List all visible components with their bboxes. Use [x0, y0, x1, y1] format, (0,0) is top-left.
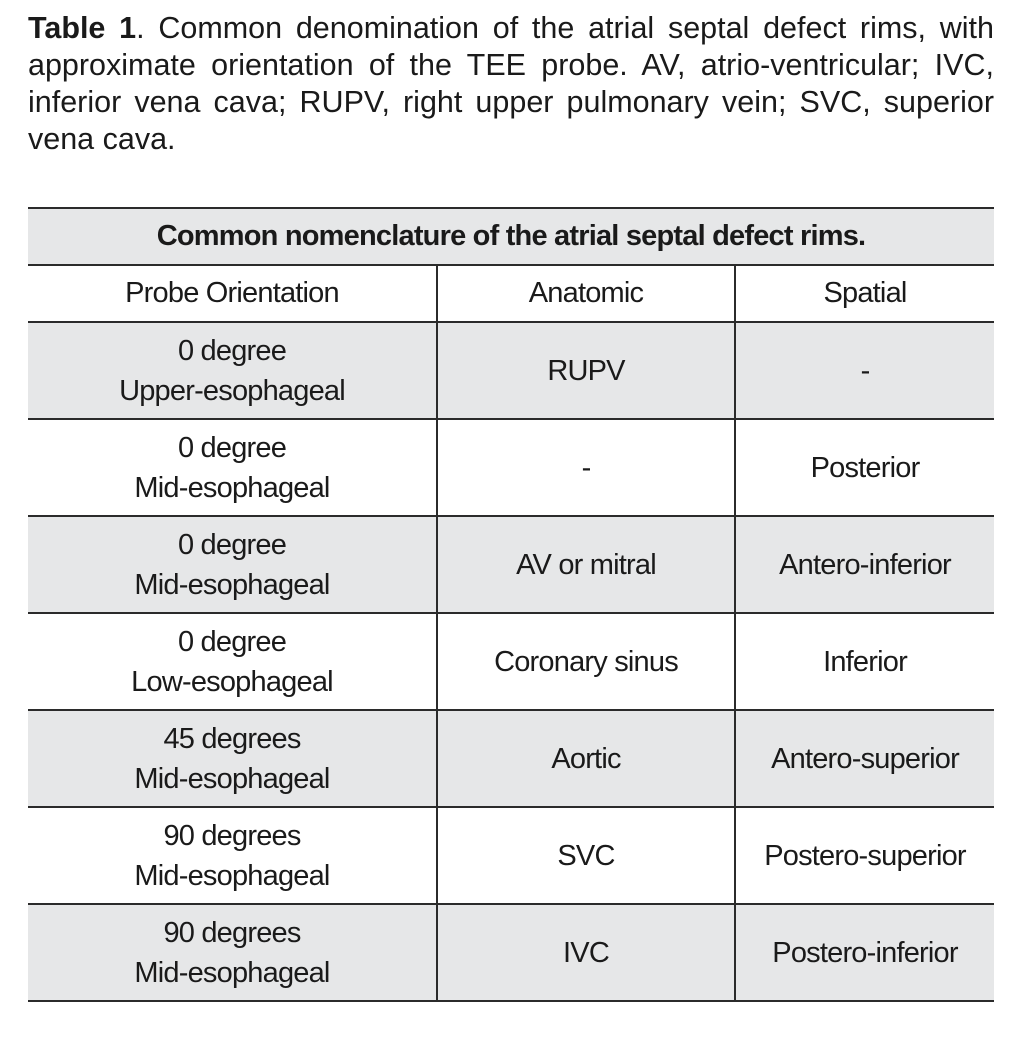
header-row — [28, 265, 994, 322]
table-caption — [28, 10, 994, 158]
orientation-level: Mid-esophageal — [134, 956, 330, 989]
table-title: Common nomenclature of the atrial septal defect rims. — [28, 208, 994, 265]
cell-anatomic: IVC — [437, 904, 735, 1001]
cell-orientation — [28, 322, 437, 419]
orientation-level: Low-esophageal — [131, 665, 333, 698]
cell-spatial: Antero-superior — [735, 710, 994, 807]
table-label: Table 1 — [28, 11, 137, 45]
cell-anatomic: Coronary sinus — [437, 613, 735, 710]
cell-spatial: Postero-inferior — [735, 904, 994, 1001]
cell-anatomic: AV or mitral — [437, 516, 735, 613]
cell-spatial: Postero-superior — [735, 807, 994, 904]
cell-orientation — [28, 710, 437, 807]
orientation-angle: 0 degree — [177, 625, 287, 658]
header-spatial: Spatial — [735, 265, 994, 322]
orientation-angle: 90 degrees — [163, 819, 301, 852]
table-row — [28, 613, 994, 710]
table-row — [28, 904, 994, 1001]
table-row — [28, 516, 994, 613]
cell-orientation — [28, 419, 437, 516]
orientation-angle: 0 degree — [177, 334, 287, 367]
cell-spatial: Antero-inferior — [735, 516, 994, 613]
cell-anatomic: SVC — [437, 807, 735, 904]
cell-orientation — [28, 516, 437, 613]
table-container — [28, 207, 994, 1002]
orientation-level: Mid-esophageal — [134, 859, 330, 892]
cell-anatomic: RUPV — [437, 322, 735, 419]
orientation-angle: 45 degrees — [163, 722, 301, 755]
orientation-level: Mid-esophageal — [134, 568, 330, 601]
cell-spatial: Posterior — [735, 419, 994, 516]
header-anatomic: Anatomic — [437, 265, 735, 322]
cell-spatial: Inferior — [735, 613, 994, 710]
table-row — [28, 807, 994, 904]
header-probe-orientation: Probe Orientation — [28, 265, 437, 322]
cell-orientation — [28, 904, 437, 1001]
orientation-level: Upper-esophageal — [119, 374, 345, 407]
caption-text: . Common denomination of the atrial septal defect rims, with approximate orientation of the TEE probe. AV, atrio-ventricular; IVC, inferior vena cava; RUPV, right upper pulmonary vein; SVC, superior vena cava. — [28, 11, 994, 156]
table-row — [28, 419, 994, 516]
orientation-level: Mid-esophageal — [134, 762, 330, 795]
table-row — [28, 710, 994, 807]
orientation-angle: 90 degrees — [163, 916, 301, 949]
orientation-level: Mid-esophageal — [134, 471, 330, 504]
cell-anatomic: - — [437, 419, 735, 516]
cell-orientation — [28, 807, 437, 904]
orientation-angle: 0 degree — [177, 528, 287, 561]
table-row — [28, 322, 994, 419]
cell-spatial: - — [735, 322, 994, 419]
nomenclature-table — [28, 207, 994, 1002]
orientation-angle: 0 degree — [177, 431, 287, 464]
table-title-row — [28, 208, 994, 265]
cell-anatomic: Aortic — [437, 710, 735, 807]
cell-orientation — [28, 613, 437, 710]
